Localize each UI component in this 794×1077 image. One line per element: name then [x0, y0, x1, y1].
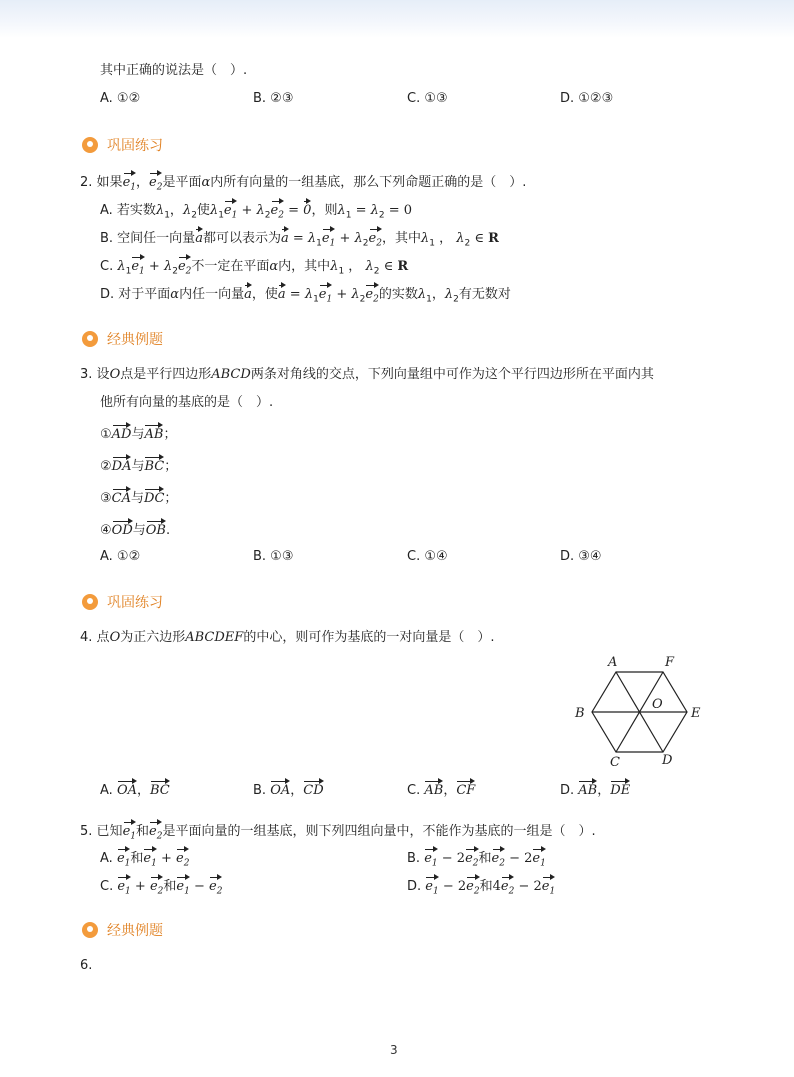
q3-stem-line2: 他所有向量的基底的是（ ）.	[100, 395, 274, 410]
q2-option-a: A. 若实数$\lambda_1$，$\lambda_2$使$\lambda_1e_1 + \lambda_2e_2 = 0$，则$\lambda_1 = \lambda_2 = 0$	[100, 199, 412, 226]
q5-option-c: C. $e_1 + e_2$和$e_1 - e_2$	[100, 875, 222, 899]
section-title: 经典例题	[107, 923, 163, 939]
q5-option-b: B. $e_1 - 2e_2$和$e_2 - 2e_1$	[407, 847, 546, 871]
q3-item-3: ③CA与DC；	[100, 487, 177, 509]
section-example-2	[82, 920, 163, 940]
section-title: 巩固练习	[107, 595, 163, 611]
hexagon-figure	[570, 652, 710, 770]
q2-stem: 2. 如果$e_1$，$e_2$是平面α内所有向量的一组基底，那么下列命题正确的是（ ）.	[80, 171, 526, 195]
lightbulb-icon	[82, 137, 98, 153]
page-number: 3	[390, 1043, 398, 1057]
header-band	[0, 0, 794, 38]
question-number: 5.	[80, 824, 93, 839]
label-F: F	[665, 655, 675, 670]
q5-option-d: D. $e_1 - 2e_2$和$4e_2 - 2e_1$	[407, 875, 555, 899]
q4-option-b: B. OA，CD	[253, 779, 324, 801]
section-title: 经典例题	[107, 332, 163, 348]
q5-stem: 5. 已知$e_1$和$e_2$是平面向量的一组基底，则下列四组向量中，不能作为基底的一组是（ ）.	[80, 820, 596, 844]
q3-stem: 3. 设O点是平行四边形ABCD两条对角线的交点，下列向量组中可作为这个平行四边形所在平面内其	[80, 367, 654, 382]
lightbulb-icon	[82, 922, 98, 938]
question-number: 2.	[80, 175, 93, 190]
q1-option-c: C. ①③	[407, 91, 448, 106]
q3-item-2: ②DA与BC；	[100, 455, 177, 477]
label-B: B	[575, 706, 585, 721]
q3-item-4: ④OD与OB.	[100, 519, 170, 541]
label-O: O	[652, 697, 663, 712]
section-practice-2	[82, 592, 163, 612]
q4-option-d: D. AB，DE	[560, 779, 630, 801]
lightbulb-icon	[82, 594, 98, 610]
question-number: 4.	[80, 630, 93, 645]
q1-option-a: A. ①②	[100, 91, 141, 106]
section-practice-1	[82, 135, 163, 155]
q4-option-c: C. AB，CF	[407, 779, 475, 801]
q4-stem: 4. 点O为正六边形ABCDEF的中心，则可作为基底的一对向量是（ ）.	[80, 630, 495, 645]
q3-option-d: D. ③④	[560, 549, 602, 564]
label-A: A	[608, 655, 618, 670]
q5-option-a: A. $e_1$和$e_1 + e_2$	[100, 847, 189, 871]
q1-option-b: B. ②③	[253, 91, 294, 106]
q1-stem: 其中正确的说法是（ ）.	[100, 63, 248, 78]
q1-option-d: D. ①②③	[560, 91, 614, 106]
q3-option-c: C. ①④	[407, 549, 448, 564]
q6-number: 6.	[80, 958, 93, 973]
section-title: 巩固练习	[107, 138, 163, 154]
q4-option-a: A. OA，BC	[100, 779, 170, 801]
q2-option-c: C. $\lambda_1e_1 + \lambda_2e_2$不一定在平面α内，其中$\lambda_1$ ， $\lambda_2$ ∈ R	[100, 255, 408, 282]
q3-option-b: B. ①③	[253, 549, 294, 564]
label-C: C	[610, 755, 620, 770]
question-number: 3.	[80, 367, 93, 382]
lightbulb-icon	[82, 331, 98, 347]
label-E: E	[691, 706, 701, 721]
vector-e2: $e_2$	[149, 171, 162, 195]
vector-e1: $e_1$	[123, 171, 136, 195]
q2-option-b: B. 空间任一向量a都可以表示为$a = \lambda_1e_1 + \lambda_2e_2$，其中$\lambda_1$ ， $\lambda_2$ ∈ R	[100, 227, 499, 254]
section-example-1	[82, 329, 163, 349]
q3-option-a: A. ①②	[100, 549, 141, 564]
label-D: D	[662, 753, 673, 768]
q2-option-d: D. 对于平面α内任一向量a，使$a = \lambda_1e_1 + \lambda_2e_2$的实数$\lambda_1$，$\lambda_2$有无数对	[100, 283, 511, 310]
q3-item-1: ①AD与AB；	[100, 423, 176, 445]
